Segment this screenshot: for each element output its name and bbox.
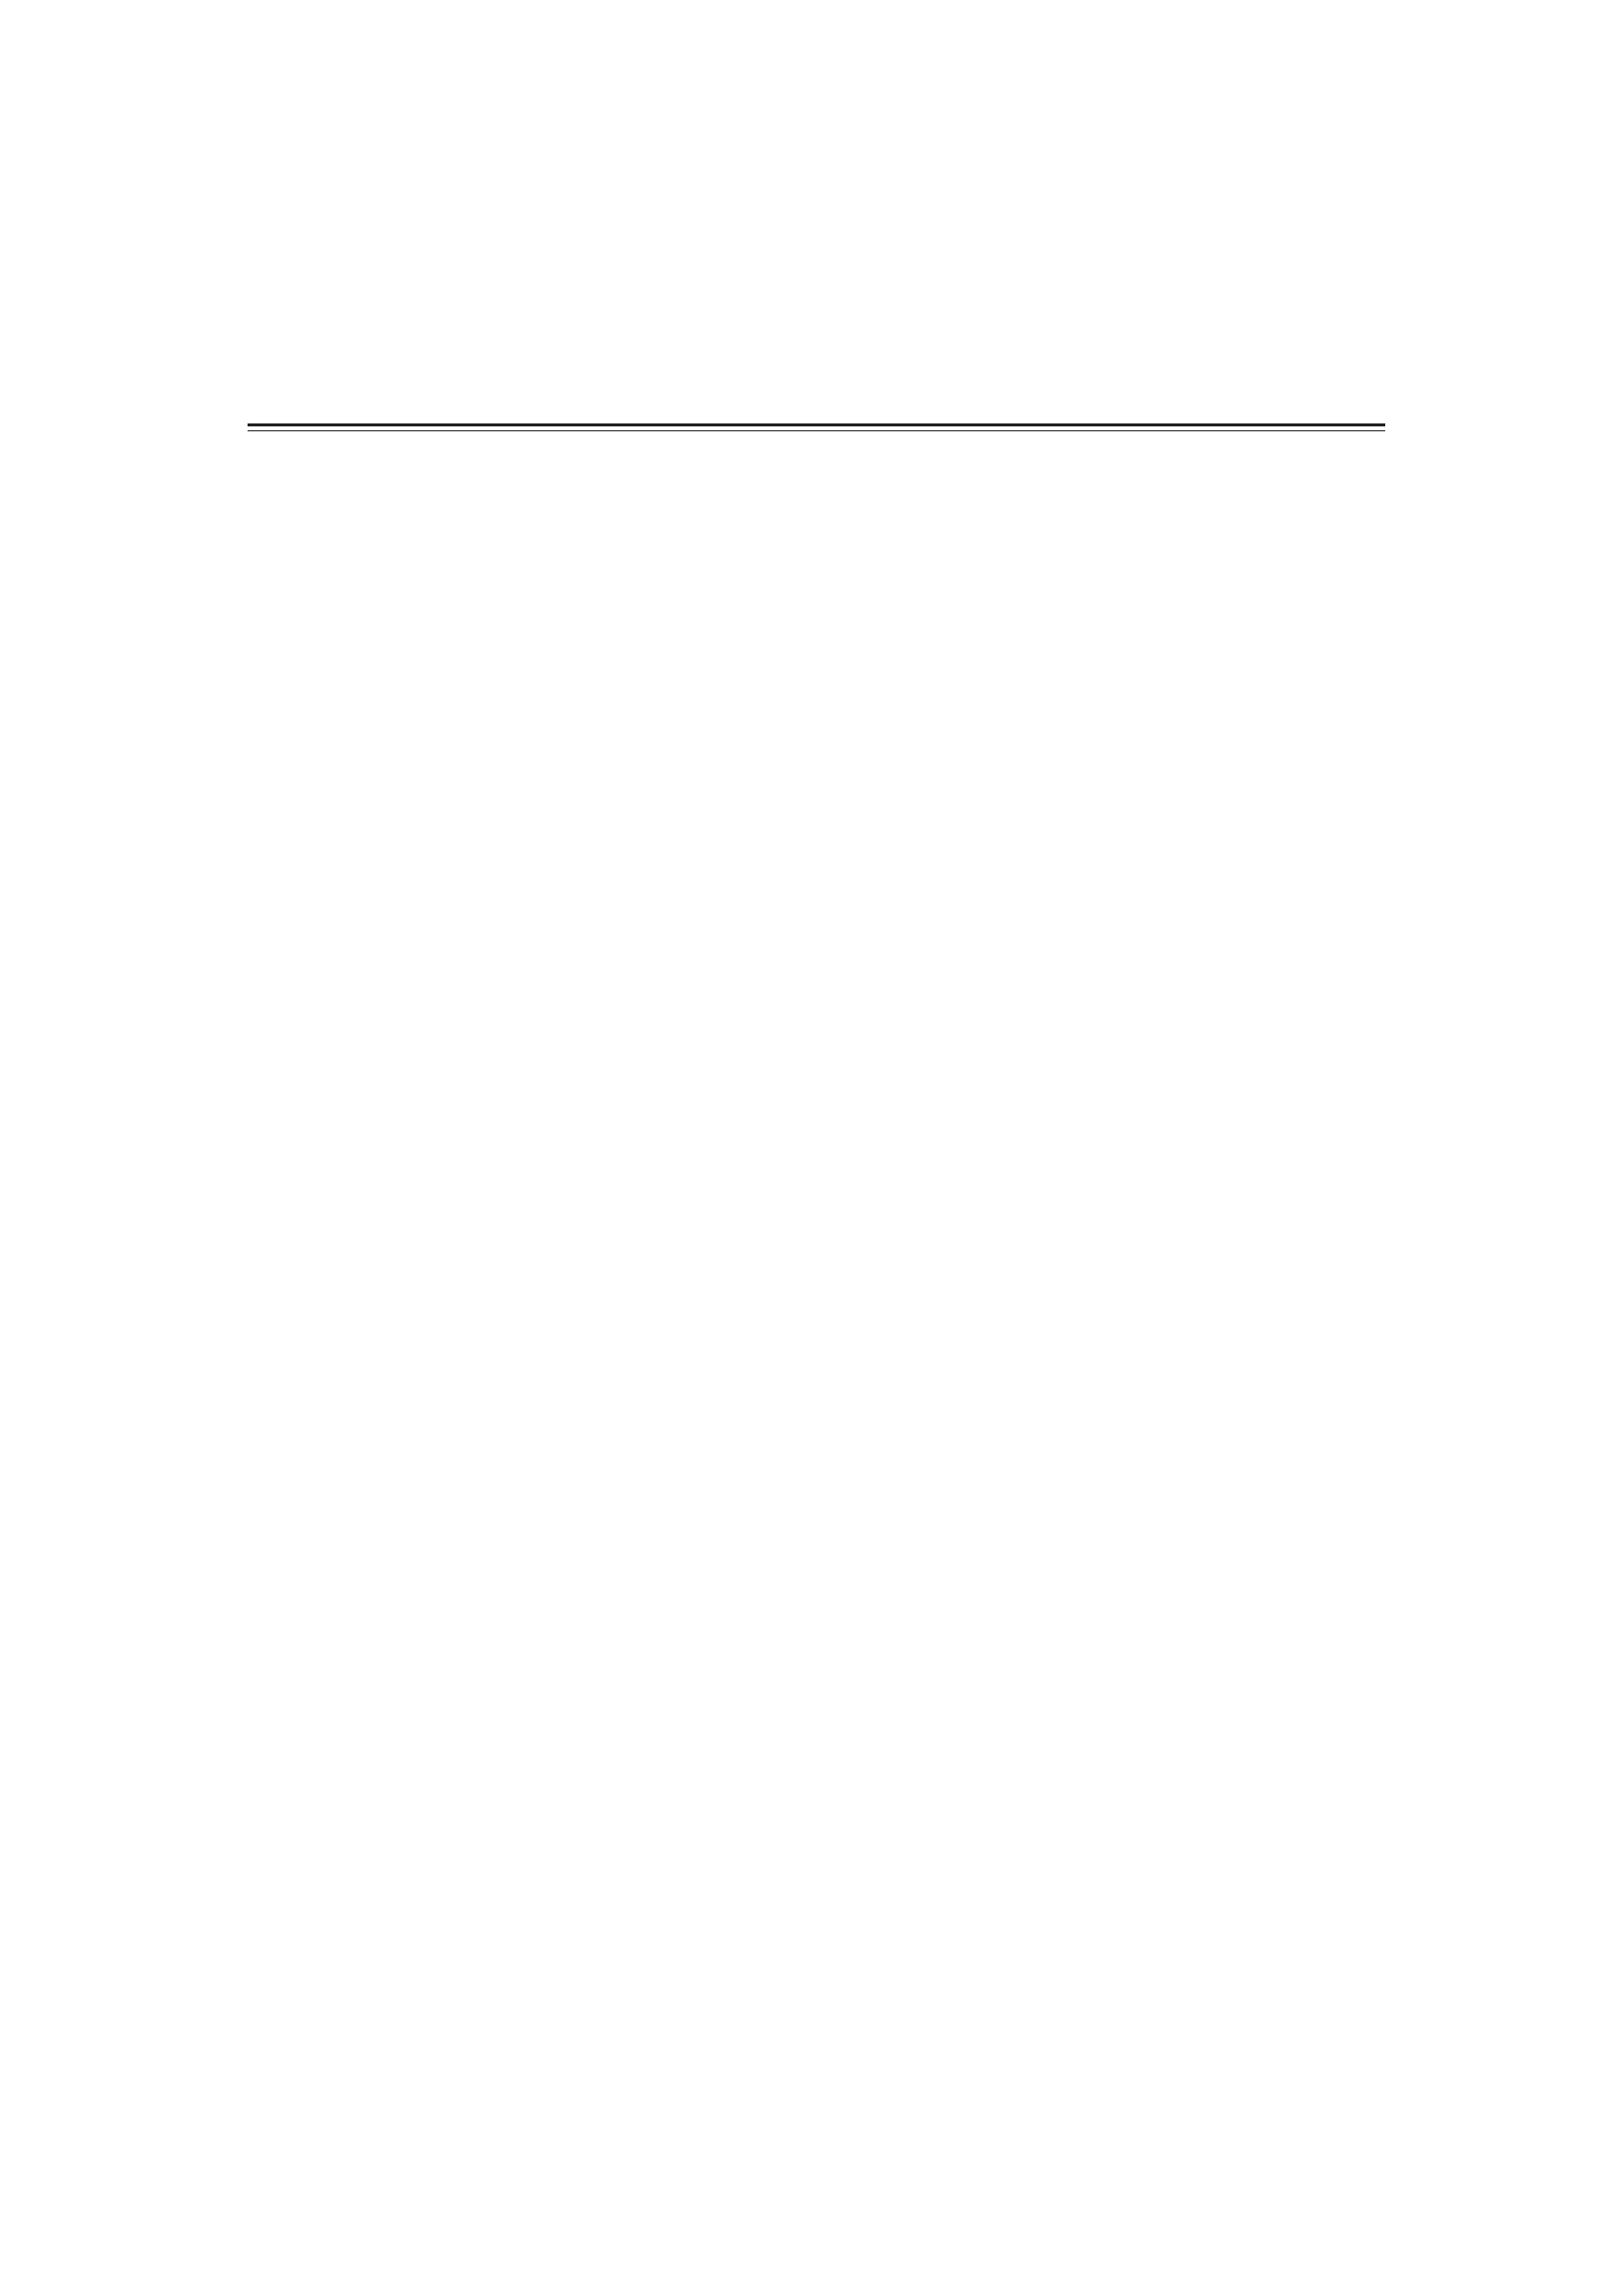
header-rule-thick xyxy=(248,423,1385,426)
header-rule-thin xyxy=(248,430,1385,431)
